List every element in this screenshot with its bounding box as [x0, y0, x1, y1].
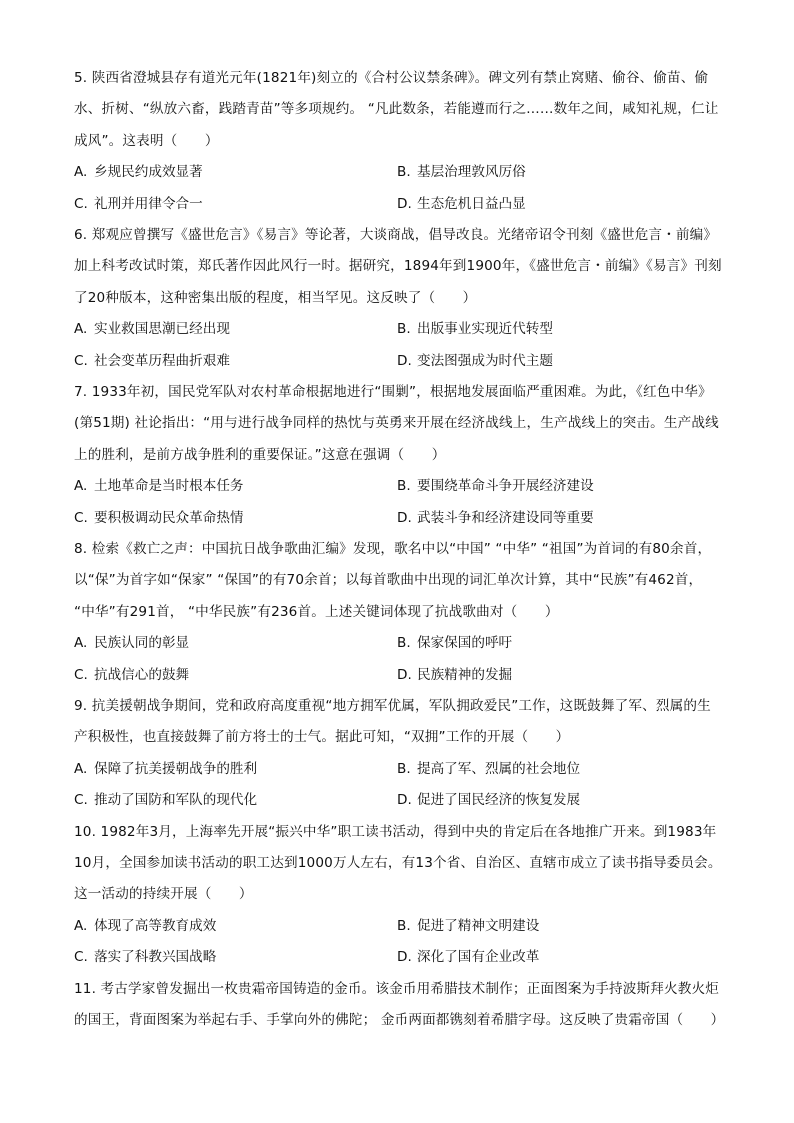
question-5-options-row-1: [74, 157, 724, 188]
question-8: [74, 534, 724, 691]
question-11-stem: 11. 考古学家曾发掘出一枚贵霜帝国铸造的金币。该金币用希腊技术制作；正面图案为手持波斯拜火教火炬的国王，背面图案为举起右手、手掌向外的佛陀； 金币两面都镌刻着希腊字母。这反映了贵霜帝国（ ）: [74, 980, 725, 1028]
question-9-options-row-2: [74, 785, 724, 816]
question-6-option-c[interactable]: C. 社会变革历程曲折艰难: [74, 352, 230, 369]
question-7-stem: 7. 1933年初，国民党军队对农村革命根据地进行“围剿”，根据地发展面临严重困难。为此，《红色中华》(第51期) 社论指出：“用与进行战争同样的热忱与英勇来开展在经济战线上，生产战线上的突击。生产战线上的胜利，是前方战争胜利的重要保证。”这意在强调（ ）: [74, 384, 719, 463]
question-9-option-a[interactable]: A. 保障了抗美援朝战争的胜利: [74, 760, 258, 777]
question-7-options-row-2: [74, 503, 724, 534]
question-7-option-c[interactable]: C. 要积极调动民众革命热情: [74, 509, 244, 526]
question-7: [74, 377, 724, 534]
question-7-option-d[interactable]: D. 武装斗争和经济建设同等重要: [397, 509, 594, 526]
question-6-option-d[interactable]: D. 变法图强成为时代主题: [397, 352, 553, 369]
question-10-option-b[interactable]: B. 促进了精神文明建设: [397, 917, 540, 934]
question-5-stem: 5. 陕西省澄城县存有道光元年(1821年)刻立的《合村公议禁条碑》。碑文列有禁止窝赌、偷谷、偷苗、偷水、折树、“纵放六畜，践踏青苗”等多项规约。 “凡此数条，若能遵而行之……数年之间，咸知礼规，仁让成风”。这表明（ ）: [74, 70, 719, 149]
question-10-options-row-1: [74, 911, 724, 942]
question-7-option-b[interactable]: B. 要围绕革命斗争开展经济建设: [397, 478, 594, 495]
question-5-option-a[interactable]: A. 乡规民约成效显著: [74, 164, 203, 181]
question-6-options-row-2: [74, 346, 724, 377]
question-10-option-a[interactable]: A. 体现了高等教育成效: [74, 917, 217, 934]
question-5-option-d[interactable]: D. 生态危机日益凸显: [397, 195, 526, 212]
question-9-option-d[interactable]: D. 促进了国民经济的恢复发展: [397, 792, 581, 809]
question-8-option-b[interactable]: B. 保家保国的呼吁: [397, 635, 513, 652]
question-6-option-b[interactable]: B. 出版事业实现近代转型: [397, 321, 553, 338]
question-9-option-c[interactable]: C. 推动了国防和军队的现代化: [74, 792, 258, 809]
question-7-option-a[interactable]: A. 土地革命是当时根本任务: [74, 478, 244, 495]
question-8-options-row-1: [74, 628, 724, 659]
question-10-options-row-2: [74, 942, 724, 973]
question-9-option-b[interactable]: B. 提高了军、烈属的社会地位: [397, 760, 581, 777]
question-6-option-a[interactable]: A. 实业救国思潮已经出现: [74, 321, 230, 338]
question-5-option-c[interactable]: C. 礼刑并用律令合一: [74, 195, 203, 212]
question-5-options-row-2: [74, 189, 724, 220]
question-8-option-d[interactable]: D. 民族精神的发掘: [397, 666, 513, 683]
question-9-stem: 9. 抗美援朝战争期间，党和政府高度重视“地方拥军优属，军队拥政爱民”工作，这既鼓舞了军、烈属的生产积极性，也直接鼓舞了前方将士的士气。据此可知，“双拥”工作的开展（ ）: [74, 698, 711, 746]
question-5: [74, 63, 724, 220]
question-8-option-c[interactable]: C. 抗战信心的鼓舞: [74, 666, 190, 683]
question-7-options-row-1: [74, 471, 724, 502]
question-6: [74, 220, 724, 377]
question-5-option-b[interactable]: B. 基层治理敦风厉俗: [397, 164, 526, 181]
question-8-stem: 8. 检索《救亡之声：中国抗日战争歌曲汇编》发现，歌名中以“中国” “中华” “祖国”为首词的有80余首，以“保”为首字如“保家” “保国”的有70余首；以每首歌曲中出现的词汇单次计算，其中“民族”有462首， “中华”有291首， “中华民族”有236首。上述关键词体现了抗战歌曲对（ ）: [74, 541, 712, 620]
question-6-options-row-1: [74, 314, 724, 345]
question-10-option-c[interactable]: C. 落实了科教兴国战略: [74, 949, 217, 966]
question-9: [74, 691, 724, 817]
question-11: [74, 974, 724, 1037]
question-10-option-d[interactable]: D. 深化了国有企业改革: [397, 949, 540, 966]
question-9-options-row-1: [74, 754, 724, 785]
question-list: [74, 63, 724, 1036]
question-10: [74, 817, 724, 974]
question-8-option-a[interactable]: A. 民族认同的彰显: [74, 635, 190, 652]
question-8-options-row-2: [74, 660, 724, 691]
question-6-stem: 6. 郑观应曾撰写《盛世危言》《易言》等论著，大谈商战，倡导改良。光绪帝诏令刊刻《盛世危言・前编》加上科考改试时策，郑氏著作因此风行一时。据研究，1894年到1900年，《盛世危言・前编》《易言》刊刻了20种版本，这种密集出版的程度，相当罕见。这反映了（ ）: [74, 227, 722, 306]
question-10-stem: 10. 1982年3月，上海率先开展“振兴中华”职工读书活动，得到中央的肯定后在各地推广开来。到1983年 10月，全国参加读书活动的职工达到1000万人左右，有13个省、自治区、直辖市成立了读书指导委员会。这一活动的持续开展（ ）: [74, 823, 722, 903]
